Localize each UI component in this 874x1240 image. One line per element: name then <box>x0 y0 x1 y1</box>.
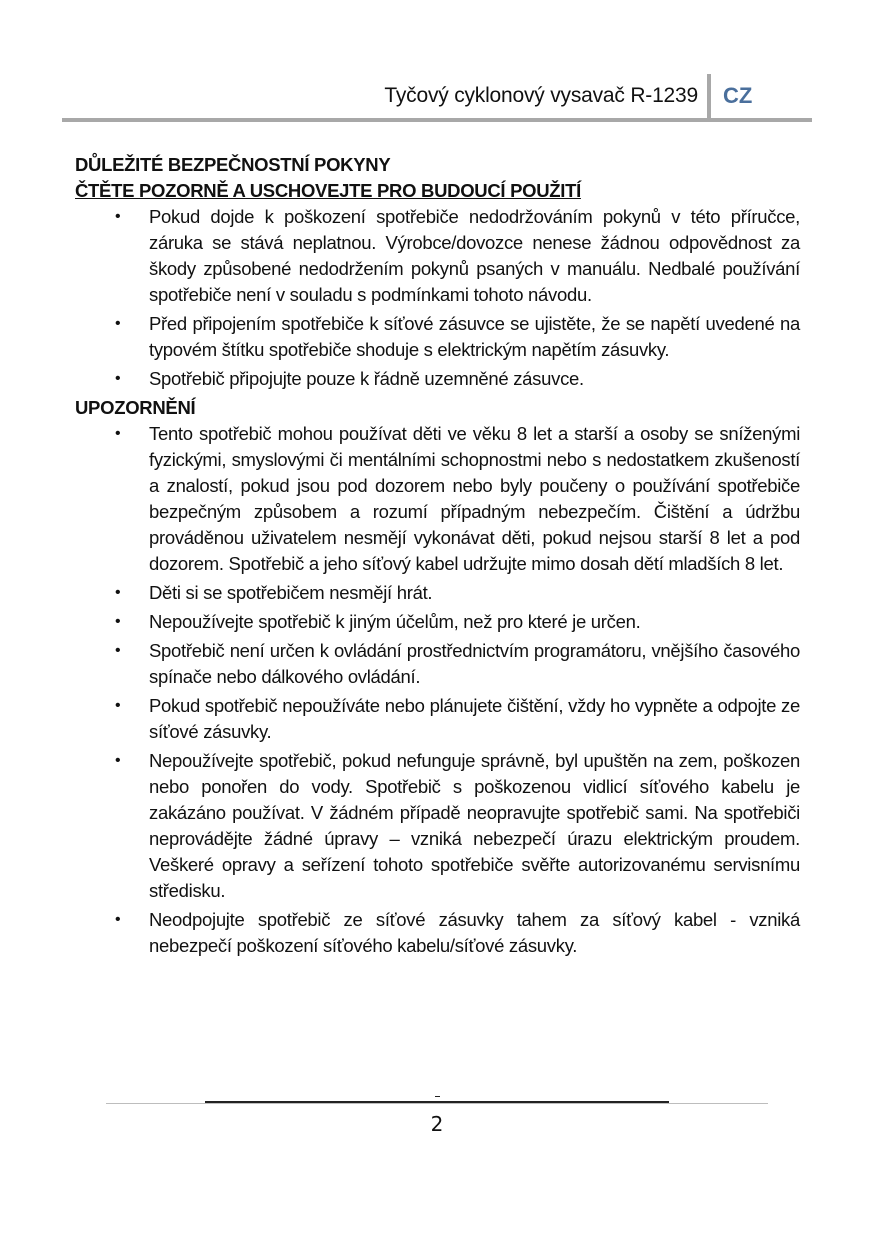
document-title: Tyčový cyklonový vysavač R-1239 <box>384 84 698 107</box>
language-code: CZ <box>723 83 753 108</box>
list-item <box>75 748 800 904</box>
bullet-icon: • <box>115 208 121 225</box>
footer-tick <box>435 1096 440 1097</box>
header-separator <box>707 74 711 122</box>
bullet-icon: • <box>115 697 121 714</box>
list-item <box>75 421 800 577</box>
list-item <box>75 580 800 606</box>
bullet-icon: • <box>115 911 121 928</box>
document-body <box>75 152 800 962</box>
bullet-list <box>75 421 800 959</box>
list-item <box>75 907 800 959</box>
bullet-icon: • <box>115 752 121 769</box>
footer-rule-light <box>106 1103 768 1104</box>
list-item <box>75 638 800 690</box>
bullet-icon: • <box>115 642 121 659</box>
header-rule <box>62 118 812 122</box>
list-item <box>75 366 800 392</box>
list-item-text: Pokud spotřebič nepoužíváte nebo plánujete čištění, vždy ho vypněte a odpojte ze síťové zásuvky. <box>149 695 800 742</box>
section-heading: UPOZORNĚNÍ <box>75 397 196 418</box>
bullet-icon: • <box>115 315 121 332</box>
page-number: 2 <box>430 1112 444 1136</box>
list-item-text: Pokud dojde k poškození spotřebiče nedodržováním pokynů v této příručce, záruka se stává neplatnou. Výrobce/dovozce nenese žádnou odpovědnost za škody způsobené nedodržením pokynů psaných v manuálu. Nedbalé používání spotřebiče není v souladu s podmínkami tohoto návodu. <box>149 206 800 305</box>
bullet-icon: • <box>115 584 121 601</box>
page-header <box>0 0 874 130</box>
list-item <box>75 693 800 745</box>
list-item-text: Spotřebič připojujte pouze k řádně uzemněné zásuvce. <box>149 368 584 389</box>
list-item-text: Spotřebič není určen k ovládání prostřednictvím programátoru, vnějšího časového spínače nebo dálkového ovládání. <box>149 640 800 687</box>
bullet-icon: • <box>115 370 121 387</box>
bullet-icon: • <box>115 425 121 442</box>
section-heading: DŮLEŽITÉ BEZPEČNOSTNÍ POKYNY <box>75 154 391 175</box>
section-subheading: ČTĚTE POZORNĚ A USCHOVEJTE PRO BUDOUCÍ POUŽITÍ <box>75 180 581 201</box>
list-item-text: Tento spotřebič mohou používat děti ve věku 8 let a starší a osoby se sníženými fyzickými, smyslovými či mentálními schopnostmi nebo s nedostatkem zkušeností a znalostí, pokud jsou pod dozorem nebo byly poučeny o používání spotřebiče bezpečným způsobem a rozumí případným nebezpečím. Čištění a údržbu prováděnou uživatelem nesmějí vykonávat děti, pokud nejsou starší 8 let a pod dozorem. Spotřebič a jeho síťový kabel udržujte mimo dosah dětí mladších 8 let. <box>149 423 800 574</box>
list-item-text: Neodpojujte spotřebič ze síťové zásuvky tahem za síťový kabel - vzniká nebezpečí poškození síťového kabelu/síťové zásuvky. <box>149 909 800 956</box>
list-item <box>75 204 800 308</box>
warning-section <box>75 395 800 959</box>
list-item-text: Děti si se spotřebičem nesmějí hrát. <box>149 582 433 603</box>
bullet-icon: • <box>115 613 121 630</box>
safety-instructions-section <box>75 152 800 392</box>
list-item-text: Nepoužívejte spotřebič, pokud nefunguje správně, byl upuštěn na zem, poškozen nebo ponořen do vody. Spotřebič s poškozenou vidlicí síťového kabelu je zakázáno používat. V žádném případě neopravujte spotřebič sami. Na spotřebiči neprovádějte žádné úpravy – vzniká nebezpečí úrazu elektrickým proudem. Veškeré opravy a seřízení tohoto spotřebiče svěřte autorizovanému servisnímu středisku. <box>149 750 800 901</box>
list-item <box>75 311 800 363</box>
list-item <box>75 609 800 635</box>
list-item-text: Nepoužívejte spotřebič k jiným účelům, než pro které je určen. <box>149 611 641 632</box>
bullet-list <box>75 204 800 392</box>
list-item-text: Před připojením spotřebiče k síťové zásuvce se ujistěte, že se napětí uvedené na typovém štítku spotřebiče shoduje s elektrickým napětím zásuvky. <box>149 313 800 360</box>
